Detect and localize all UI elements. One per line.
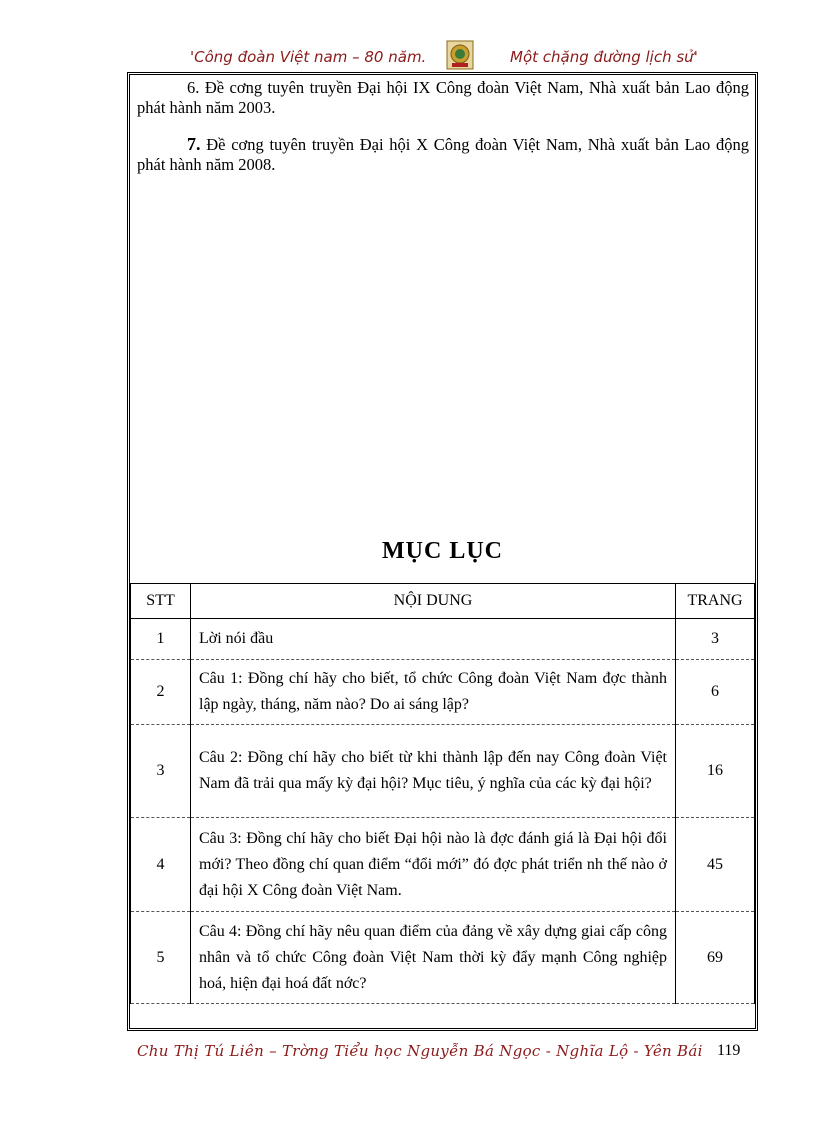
header-left-text: 'Công đoàn Việt nam – 80 năm. <box>190 48 427 66</box>
toc-row-content: Câu 3: Đồng chí hãy cho biết Đại hội nào là đợc đánh giá là Đại hội đổi mới? Theo đồng chí quan điểm “đổi mới” đó đợc phát triển nh thế nào ở đại hội X Công đoàn Việt Nam. <box>191 818 676 912</box>
toc-row <box>131 912 755 1004</box>
reference-text: Đề cơng tuyên truyền Đại hội IX Công đoàn Việt Nam, Nhà xuất bản Lao động phát hành năm 2003. <box>137 78 750 117</box>
toc-title: MỤC LỤC <box>382 538 503 564</box>
toc-row-content: Lời nói đầu <box>191 619 676 660</box>
toc-header-page: TRANG <box>676 584 755 619</box>
toc-row <box>131 818 755 912</box>
toc-row-content: Câu 2: Đồng chí hãy cho biết từ khi thành lập đến nay Công đoàn Việt Nam đã trải qua mấy kỳ đại hội? Mục tiêu, ý nghĩa của các kỳ đại hội? <box>191 725 676 818</box>
footer-author: Chu Thị Tú Liên – Trờng Tiểu học Nguyễn Bá Ngọc - Nghĩa Lộ - Yên Bái <box>137 1042 703 1060</box>
toc-row <box>131 619 755 660</box>
toc-row-page: 16 <box>676 725 755 818</box>
toc-row-content: Câu 4: Đồng chí hãy nêu quan điểm của đảng về xây dựng giai cấp công nhân và tổ chức Công đoàn Việt Nam thời kỳ đẩy mạnh Công nghiệp hoá, hiện đại hoá đất nớc? <box>191 912 676 1004</box>
reference-text: Đề cơng tuyên truyền Đại hội X Công đoàn Việt Nam, Nhà xuất bản Lao động phát hành năm 2008. <box>137 135 749 174</box>
toc-header-content: NỘI DUNG <box>191 584 676 619</box>
toc-row <box>131 660 755 725</box>
toc-header-row <box>131 584 755 619</box>
trade-union-emblem-icon <box>446 40 474 70</box>
toc-row-content: Câu 1: Đồng chí hãy cho biết, tổ chức Công đoàn Việt Nam đợc thành lập ngày, tháng, năm nào? Do ai sáng lập? <box>191 660 676 725</box>
toc-row-stt: 3 <box>131 725 191 818</box>
page-footer <box>137 1040 749 1070</box>
toc-table <box>130 583 755 1004</box>
page-number: 119 <box>717 1042 741 1059</box>
reference-number: 7. <box>187 134 201 154</box>
toc-row-page: 45 <box>676 818 755 912</box>
reference-item <box>137 78 749 118</box>
toc-row-page: 6 <box>676 660 755 725</box>
toc-row-stt: 1 <box>131 619 191 660</box>
page-header <box>0 40 816 72</box>
reference-list <box>137 78 749 191</box>
toc-row-stt: 2 <box>131 660 191 725</box>
header-right-text: Một chặng đường lịch sử' <box>510 48 698 66</box>
toc-row <box>131 725 755 818</box>
toc-header-stt: STT <box>131 584 191 619</box>
reference-item <box>137 134 749 175</box>
toc-row-page: 69 <box>676 912 755 1004</box>
reference-number: 6. <box>187 78 200 97</box>
toc-row-stt: 4 <box>131 818 191 912</box>
toc-row-page: 3 <box>676 619 755 660</box>
toc-row-stt: 5 <box>131 912 191 1004</box>
